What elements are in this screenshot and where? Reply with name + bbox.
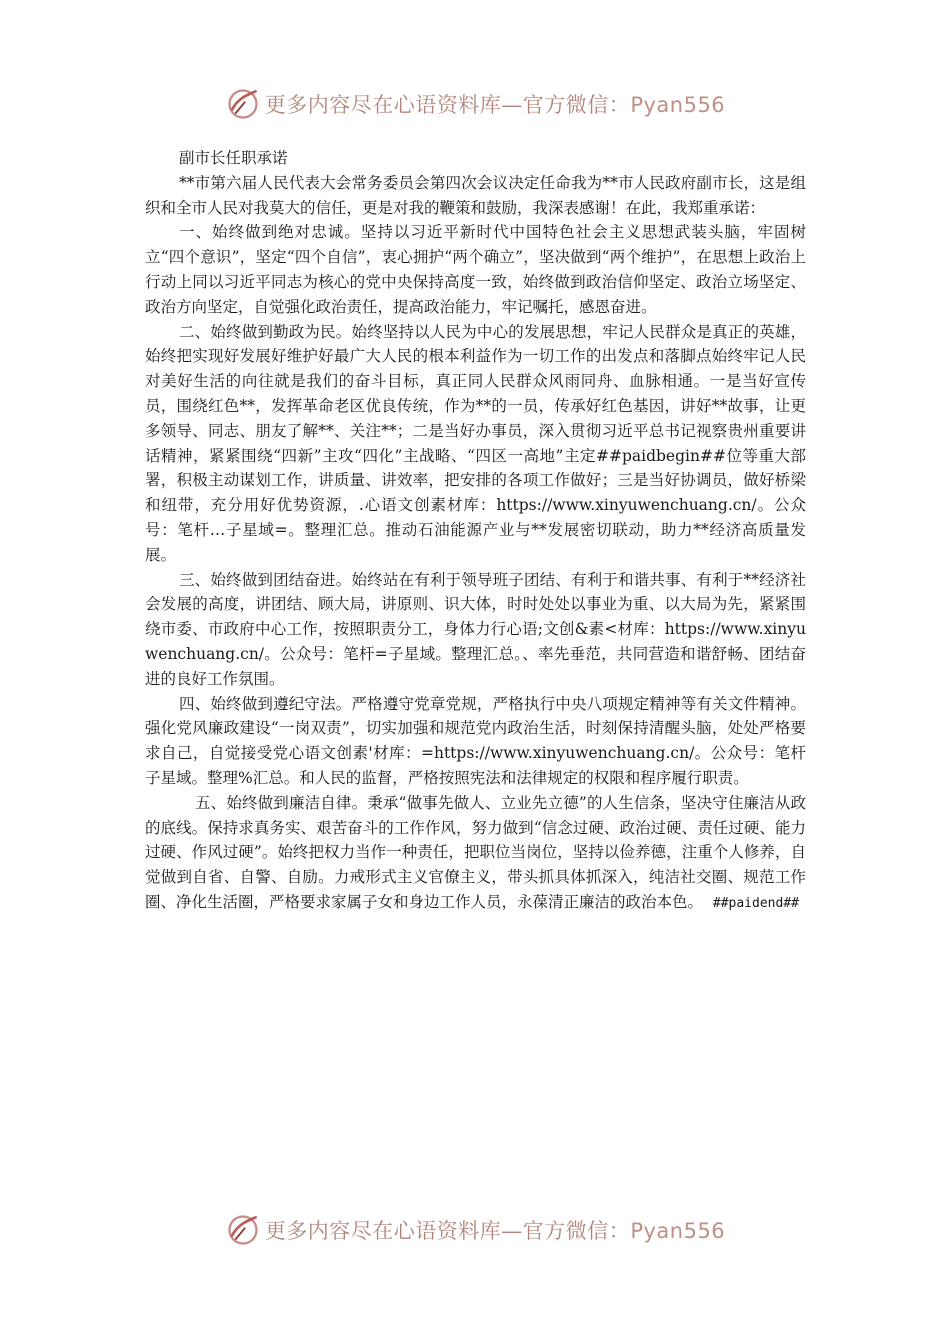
document-body	[145, 146, 806, 917]
watermark-wechat-id: Pyan556	[630, 93, 726, 117]
paragraph-3: 三、始终做到团结奋进。始终站在有利于领导班子团结、有利于和谐共事、有利于**经济社会发展的高度，讲团结、顾大局，讲原则、识大体，时时处处以事业为重、以大局为先，紧紧围绕市委、市政府中心工作，按照职责分工，身体力行心语;文创&素<材库：https://www.xinyuwenchuang.cn/。公众号：笔杆=子星域。整理汇总。、率先垂范，共同营造和谐舒畅、团结奋进的良好工作氛围。	[145, 570, 806, 688]
end-marker: ##paidend##	[712, 895, 799, 911]
footer-watermark	[0, 1210, 950, 1250]
watermark-text: 更多内容尽在心语资料库—官方微信：Pyan556	[264, 1219, 726, 1243]
document-title: 副市长任职承诺	[179, 149, 288, 167]
watermark-wechat-id: Pyan556	[630, 1219, 726, 1243]
paragraph-1: 一、始终做到绝对忠诚。坚持以习近平新时代中国特色社会主义思想武装头脑，牢固树立“四个意识”，坚定“四个自信”，衷心拥护“两个确立”，坚决做到“两个维护”，在思想上政治上行动上同以习近平同志为核心的党中央保持高度一致，始终做到政治信仰坚定、政治立场坚定、政治方向坚定，自觉强化政治责任，提高政治能力，牢记嘱托，感恩奋进。	[145, 223, 806, 316]
paragraph-5-text: 五、始终做到廉洁自律。秉承“做事先做人、立业先立德”的人生信条，坚决守住廉洁从政的底线。保持求真务实、艰苦奋斗的工作作风，努力做到“信念过硬、政治过硬、责任过硬、能力过硬、作风过硬”。始终把权力当作一种责任，把职位当岗位，坚持以俭养德，注重个人修养，自觉做到自省、自警、自励。力戒形式主义官僚主义，带头抓具体抓深入，纯洁社交圈、规范工作圈、净化生活圈，严格要求家属子女和身边工作人员，永葆清正廉洁的政治本色。	[145, 793, 806, 911]
paragraph-4: 四、始终做到遵纪守法。严格遵守党章党规，严格执行中央八项规定精神等有关文件精神。强化党风廉政建设“一岗双责”，切实加强和规范党内政治生活，时刻保持清醒头脑，处处严格要求自己，自觉接受党心语文创素'材库：=https://www.xinyuwenchuang.cn/。公众号：笔杆子星域。整理%汇总。和人民的监督，严格按照宪法和法律规定的权限和程序履行职责。	[145, 694, 806, 787]
header-watermark	[0, 84, 950, 124]
pen-swirl-logo-icon	[225, 1212, 261, 1248]
watermark-text: 更多内容尽在心语资料库—官方微信：Pyan556	[264, 93, 726, 117]
paragraph-2: 二、始终做到勤政为民。始终坚持以人民为中心的发展思想，牢记人民群众是真正的英雄，始终把实现好发展好维护好最广大人民的根本利益作为一切工作的出发点和落脚点始终牢记人民对美好生活的向往就是我们的奋斗目标，真正同人民群众风雨同舟、血脉相通。一是当好宣传员，围绕红色**，发挥革命老区优良传统，作为**的一员，传承好红色基因，讲好**故事，让更多领导、同志、朋友了解**、关注**；二是当好办事员，深入贯彻习近平总书记视察贵州重要讲话精神，紧紧围绕“四新”主攻“四化”主战略、“四区一高地”主定##paidbegin##位等重大部署，积极主动谋划工作，讲质量、讲效率，把安排的各项工作做好；三是当好协调员，做好桥梁和纽带，充分用好优势资源，.心语文创素材库：https://www.xinyuwenchuang.cn/。公众号：笔杆…子星域=。整理汇总。推动石油能源产业与**发展密切联动，助力**经济高质量发展。	[145, 322, 806, 564]
intro-paragraph: **市第六届人民代表大会常务委员会第四次会议决定任命我为**市人民政府副市长，这是组织和全市人民对我莫大的信任，更是对我的鞭策和鼓励，我深表感谢！在此，我郑重承诺：	[145, 173, 806, 217]
pen-swirl-logo-icon	[225, 86, 261, 122]
paragraph-5	[145, 791, 806, 917]
